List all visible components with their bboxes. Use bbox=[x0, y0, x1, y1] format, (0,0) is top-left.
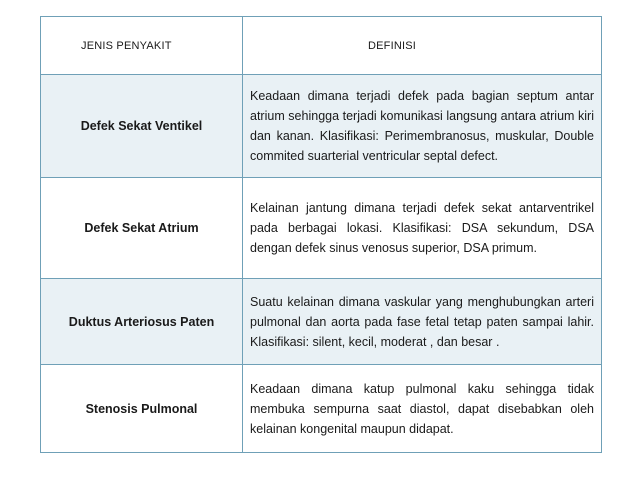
disease-definition: Kelainan jantung dimana terjadi defek sekat antarventrikel pada berbagai lokasi. Klasifikasi: DSA sekundum, DSA dengan defek sinus venosus superior, DSA primum. bbox=[243, 178, 602, 279]
disease-definition-table bbox=[40, 16, 602, 453]
table-row bbox=[41, 75, 602, 178]
header-definition: DEFINISI bbox=[243, 17, 602, 75]
table-row bbox=[41, 365, 602, 453]
table-row bbox=[41, 178, 602, 279]
disease-definition: Suatu kelainan dimana vaskular yang menghubungkan arteri pulmonal dan aorta pada fase fetal tetap paten sampai lahir. Klasifikasi: silent, kecil, moderat , dan besar . bbox=[243, 279, 602, 365]
disease-name: Defek Sekat Ventikel bbox=[41, 75, 243, 178]
disease-name: Stenosis Pulmonal bbox=[41, 365, 243, 453]
disease-definition-table-container bbox=[40, 16, 601, 453]
disease-name: Duktus Arteriosus Paten bbox=[41, 279, 243, 365]
disease-definition: Keadaan dimana terjadi defek pada bagian septum antar atrium sehingga terjadi komunikasi langsung antara atrium kiri dan kanan. Klasifikasi: Perimembranosus, muskular, Double commited suarterial ventricular septal defect. bbox=[243, 75, 602, 178]
disease-name: Defek Sekat Atrium bbox=[41, 178, 243, 279]
table-header-row bbox=[41, 17, 602, 75]
table-row bbox=[41, 279, 602, 365]
disease-definition: Keadaan dimana katup pulmonal kaku sehingga tidak membuka sempurna saat diastol, dapat disebabkan oleh kelainan kongenital maupun didapat. bbox=[243, 365, 602, 453]
header-disease-type: JENIS PENYAKIT bbox=[41, 17, 243, 75]
